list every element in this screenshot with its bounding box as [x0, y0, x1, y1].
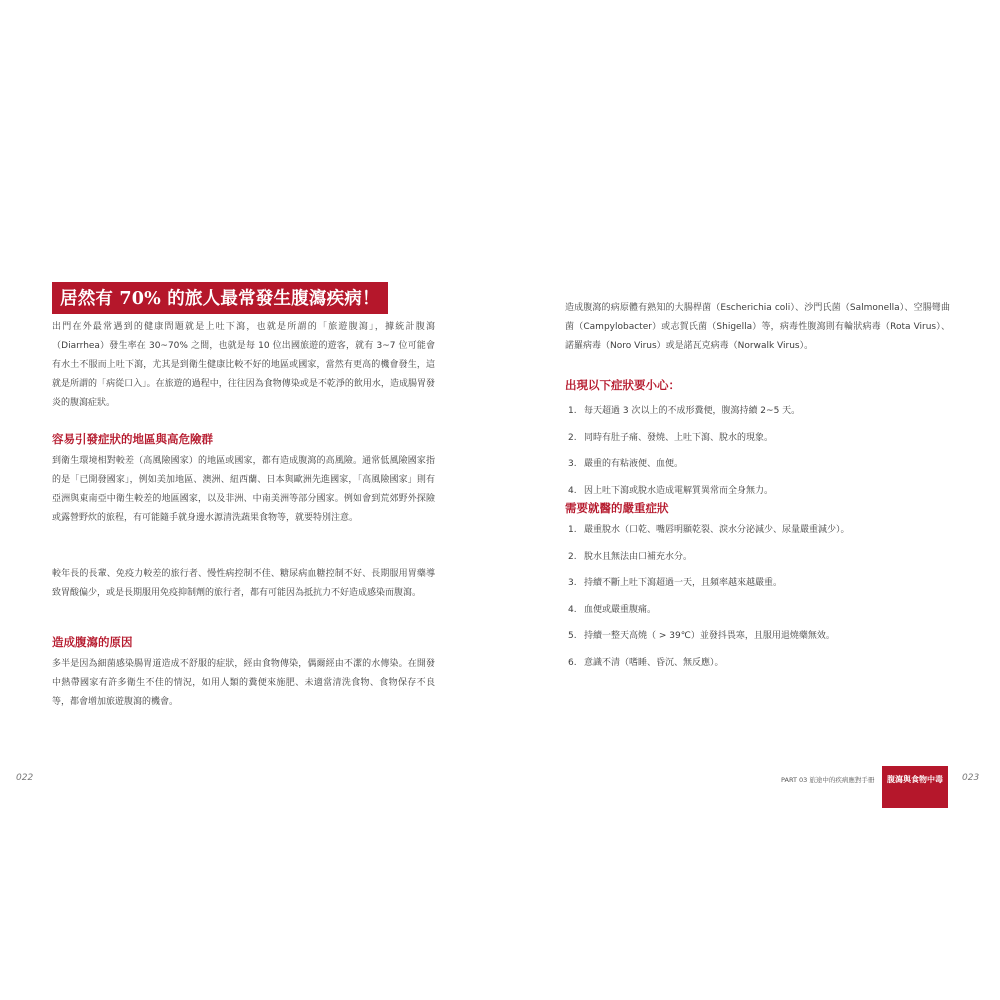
list-item: 1. 嚴重脫水（口乾、嘴唇明顯乾裂、淚水分泌減少、尿量嚴重減少）。 [568, 525, 850, 535]
list-item: 4. 血便或嚴重腹痛。 [568, 604, 657, 615]
list-item: 3. 嚴重的有粘液便、血便。 [568, 459, 684, 469]
section-title-severe-symptoms: 需要就醫的嚴重症狀 [565, 501, 669, 515]
chapter-banner-title: 居然有 70% 的旅人最常發生腹瀉疾病！ [52, 282, 388, 314]
running-header: PART 03 旅途中的疾病應對手冊 [781, 776, 875, 784]
list-item: 5. 持續一整天高燒（ > 39℃）並發抖畏寒，且服用退燒藥無效。 [568, 631, 835, 641]
symptoms-list [568, 404, 800, 510]
right-page [500, 0, 1000, 1000]
pathogens-paragraph: 造成腹瀉的病原體有熟知的大腸桿菌（Escherichia coli）、沙門氏菌（Salmonella）、空腸彎曲菌（Campylobacter）或志賀氏菌（Shigella）等，病毒性腹瀉則有輪狀病毒（Rota Virus）、諾羅病毒（Noro Virus）或是諾瓦克病毒（Norwalk Virus）。 [565, 303, 950, 351]
page-number-right: 023 [962, 773, 980, 783]
chapter-tab: 腹瀉與食物中毒 [882, 766, 948, 808]
intro-paragraph: 出門在外最常遇到的健康問題就是上吐下瀉，也就是所謂的「旅遊腹瀉」，據統計腹瀉（Diarrhea）發生率在 30~70% 之間，也就是每 10 位出國旅遊的遊客，就有 3~7 位可能會有水土不服而上吐下瀉，尤其是到衛生健康比較不好的地區或國家，當然有更高的機會發生，這就是所謂的「病從口入」。在旅遊的過程中，往往因為食物傳染或是不乾淨的飲用水，造成腸胃發炎的腹瀉症狀。 [52, 322, 435, 408]
causes-paragraph: 多半是因為細菌感染腸胃道造成不舒服的症狀，經由食物傳染，偶爾經由不潔的水傳染。在開發中熱帶國家有許多衛生不佳的情況，如用人類的糞便來施肥、未適當清洗食物、食物保存不良等，都會增加旅遊腹瀉的機會。 [52, 659, 435, 707]
list-item: 2. 同時有肚子痛、發燒、上吐下瀉、脫水的現象。 [568, 432, 774, 443]
list-item: 3. 持續不斷上吐下瀉超過一天，且頻率越來越嚴重。 [568, 578, 783, 588]
list-item: 6. 意識不清（嗜睡、昏沉、無反應）。 [568, 657, 724, 668]
list-item: 4. 因上吐下瀉或脫水造成電解質異常而全身無力。 [568, 485, 774, 496]
severe-symptoms-list [568, 523, 850, 682]
high-risk-group-paragraph: 較年長的長輩、免疫力較差的旅行者、慢性病控制不佳、糖尿病血糖控制不好、長期服用胃藥導致胃酸偏少，或是長期服用免疫抑制劑的旅行者，都有可能因為抵抗力不好造成感染而腹瀉。 [52, 569, 435, 598]
list-item: 1. 每天超過 3 次以上的不成形糞便，腹瀉持續 2~5 天。 [568, 406, 801, 416]
section-title-risk-areas: 容易引發症狀的地區與高危險群 [52, 432, 213, 446]
list-item: 2. 脫水且無法由口補充水分。 [568, 551, 693, 562]
section-title-symptoms: 出現以下症狀要小心： [565, 378, 680, 392]
section-title-causes: 造成腹瀉的原因 [52, 635, 133, 649]
risk-areas-paragraph: 到衛生環境相對較差（高風險國家）的地區或國家，都有造成腹瀉的高風險。通常低風險國家指的是「已開發國家」，例如美加地區、澳洲、紐西蘭、日本與歐洲先進國家，「高風險國家」則有亞洲與東南亞中衛生較差的地區國家，以及非洲、中南美洲等部分國家。例如會到荒郊野外探險或露營野炊的旅程，有可能隨手就身邊水源清洗蔬果食物等，就要特別注意。 [52, 456, 435, 523]
page-number-left: 022 [16, 773, 34, 783]
